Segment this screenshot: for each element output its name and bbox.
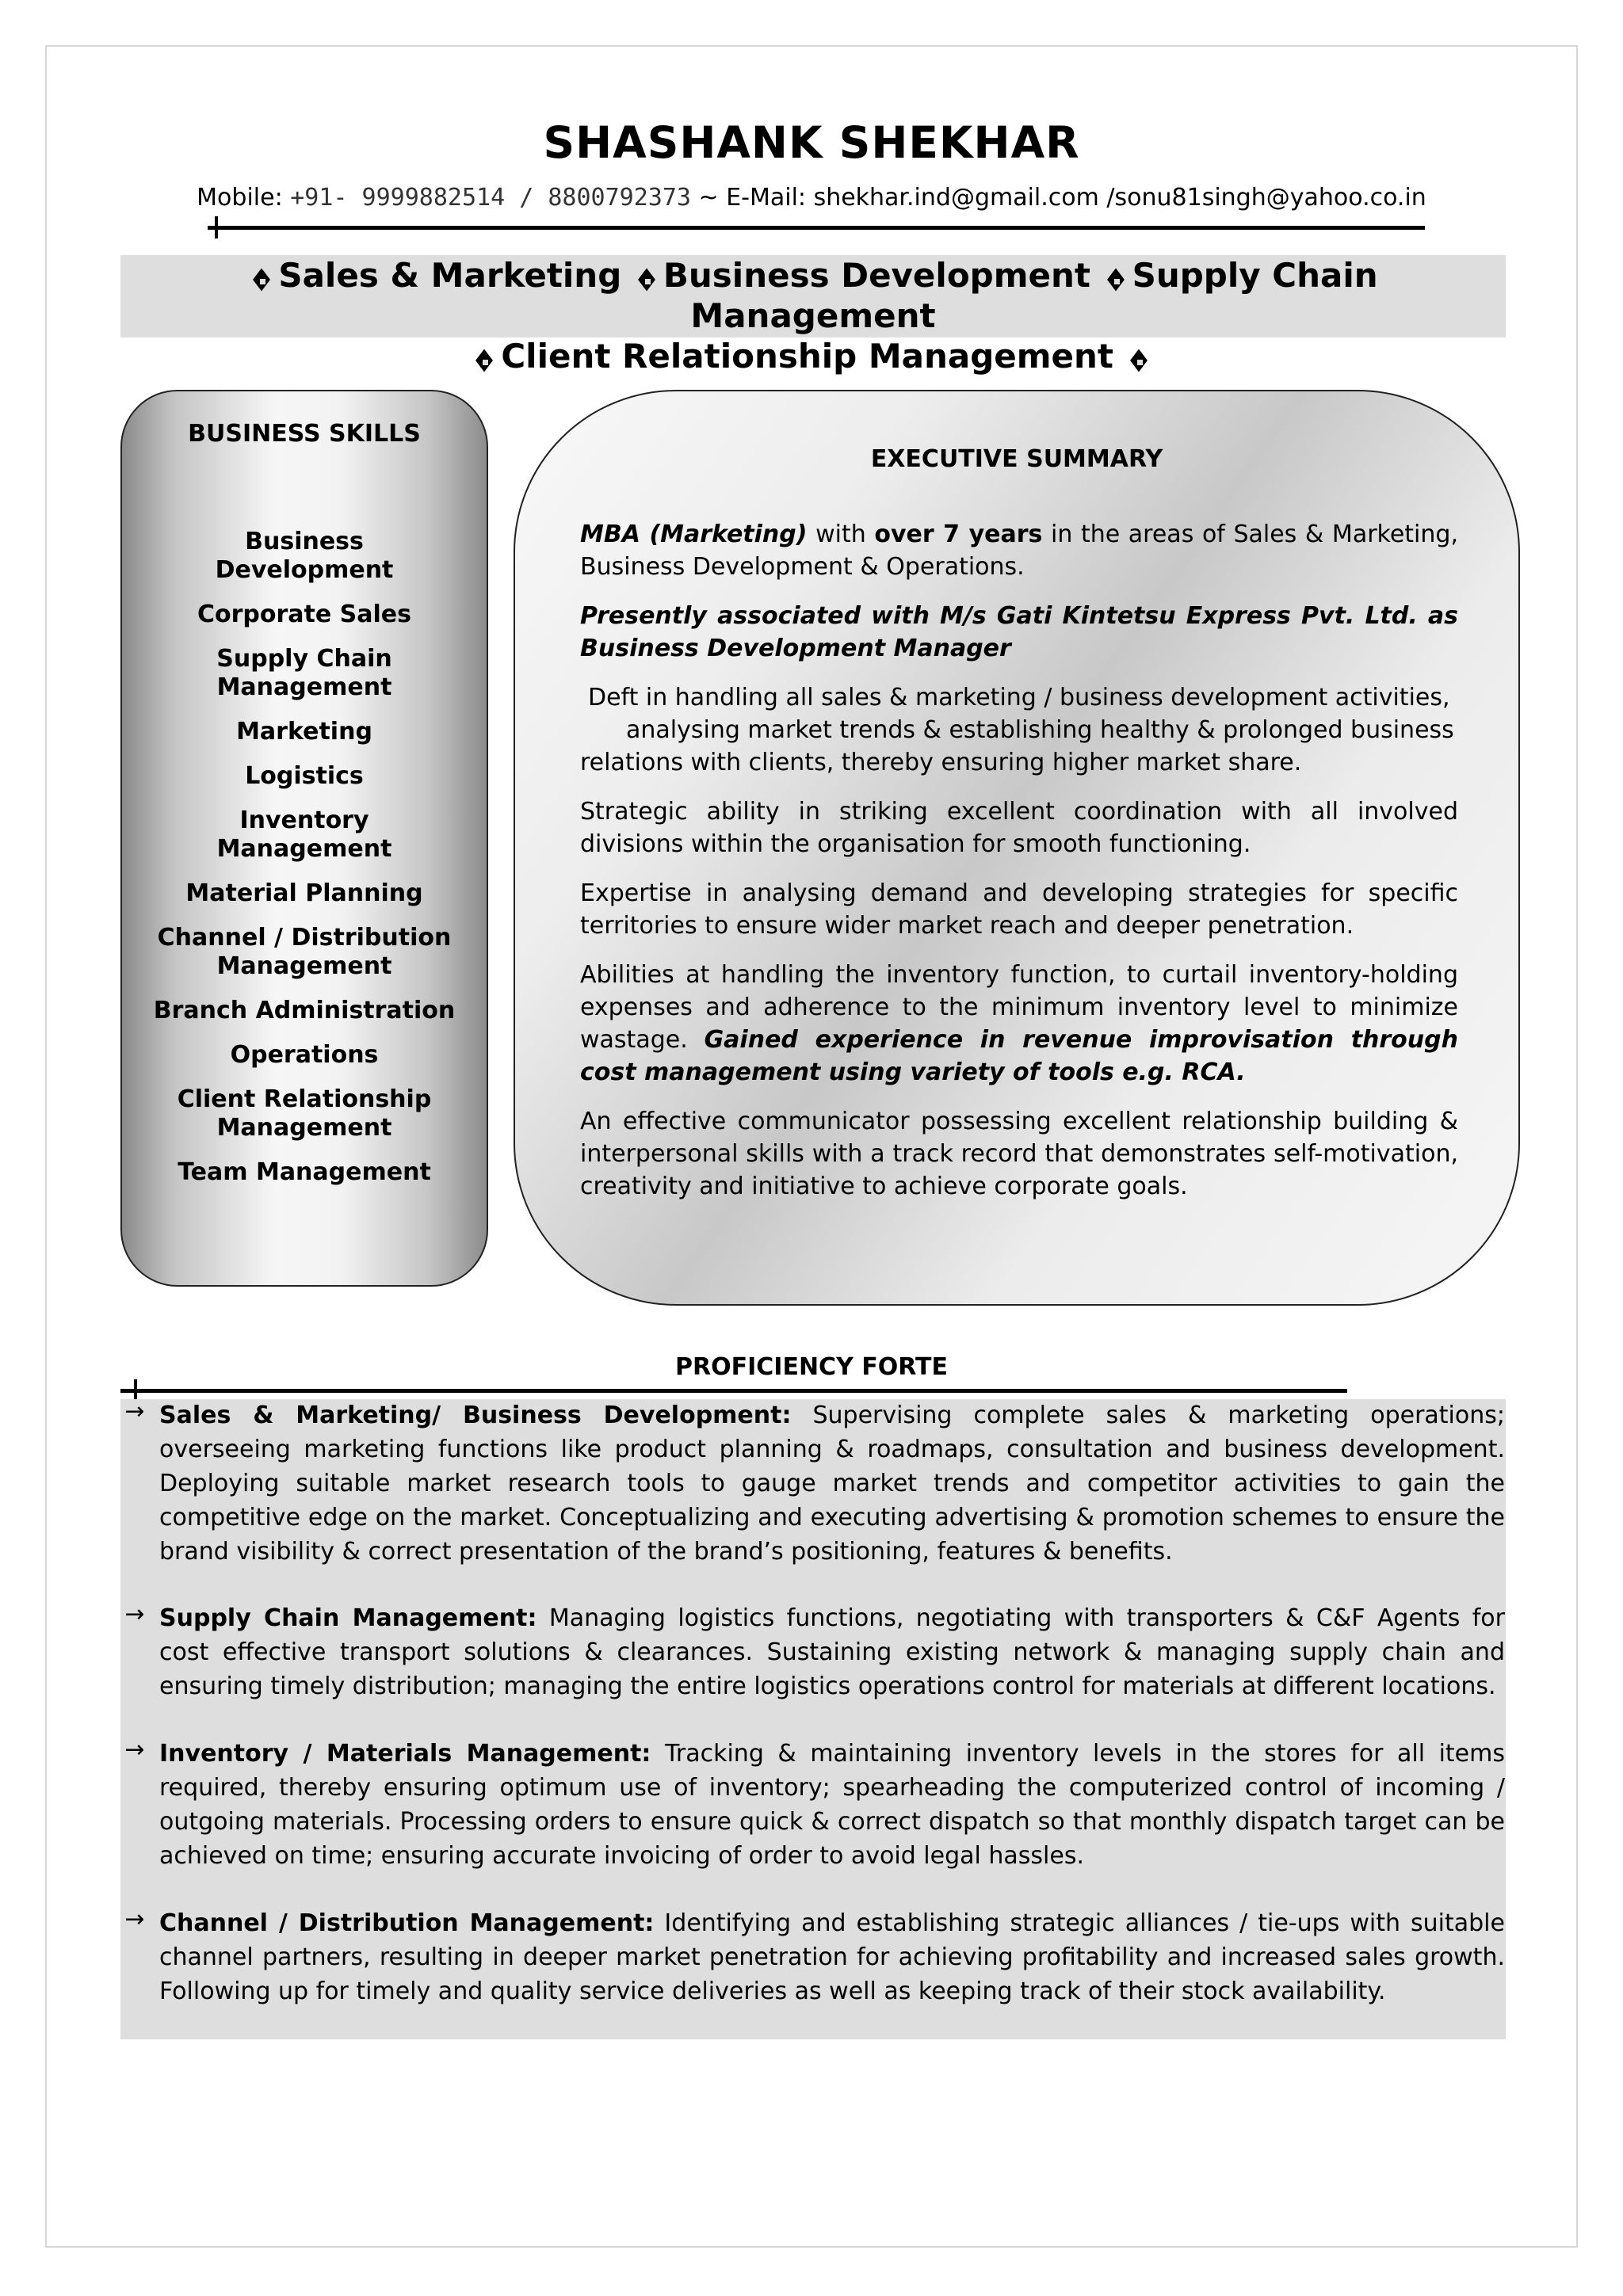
proficiency-text (159, 1398, 1505, 1569)
summary-content (580, 518, 1458, 1219)
summary-paragraph: Strategic ability in striking excellent coordination with all involved divisions within the organisation for smooth functioning. (580, 798, 1458, 858)
banner-item: Sales & Marketing (278, 256, 622, 295)
skill-item: Branch Administration (153, 997, 456, 1024)
proficiency-text (159, 1906, 1505, 2008)
contact-line (0, 184, 1623, 212)
arrow-right-icon: → (124, 1398, 145, 1425)
summary-highlight: Gained experience in revenue improvisation through cost management using variety of tools e.g. RCA. (580, 1026, 1458, 1086)
skill-item: Material Planning (185, 879, 423, 907)
arrow-right-icon: → (124, 1600, 145, 1628)
skill-item: Business Development (215, 528, 394, 584)
banner-item: Client Relationship Management (501, 337, 1113, 376)
summary-paragraph (580, 518, 1458, 583)
executive-summary-panel (514, 390, 1520, 1306)
banner-item: Supply Chain Management (690, 256, 1378, 335)
proficiency-label: Supply Chain Management: (159, 1604, 537, 1632)
skill-item: Corporate Sales (197, 601, 411, 628)
skill-item: Team Management (178, 1158, 431, 1186)
summary-text: with (807, 521, 875, 548)
summary-years: over 7 years (874, 521, 1043, 548)
summary-degree: MBA (Marketing) (580, 521, 808, 548)
skill-item: Client Relationship Management (177, 1085, 432, 1142)
arrow-right-icon: → (124, 1905, 145, 1933)
summary-text: analysing market trends & establishing healthy & prolonged business relations with clients, thereby ensuring higher market share. (580, 716, 1454, 776)
diamond-bullet-icon (1130, 350, 1148, 371)
skills-title: BUSINESS SKILLS (188, 420, 421, 448)
summary-paragraph (580, 681, 1458, 779)
proficiency-description: Managing logistics functions, negotiating with transporters & C&F Agents for cost effective transport solutions & clearances. Sustaining existing network & managing supply chain and ensuring timely distribution; managing the entire logistics operations control for materials at different locations. (159, 1604, 1505, 1700)
summary-paragraph: Expertise in analysing demand and developing strategies for specific territories to ensure wider market reach and deeper penetration. (580, 879, 1458, 940)
header-rule-tick (215, 216, 218, 238)
proficiency-label: Channel / Distribution Management: (159, 1909, 655, 1937)
skill-item: Channel / Distribution Management (157, 924, 452, 980)
summary-current-role (580, 600, 1458, 665)
summary-text: Deft in handling all sales & marketing / business development activities, (588, 684, 1450, 711)
skill-item: Supply Chain Management (216, 645, 392, 701)
candidate-name: SHASHANK SHEKHAR (543, 117, 1080, 168)
mobile-label: Mobile: (197, 184, 291, 212)
proficiency-rule (120, 1389, 1347, 1393)
specialization-banner (120, 255, 1506, 376)
proficiency-description: Identifying and establishing strategic alliances / tie-ups with suitable channel partners, resulting in deeper market penetration for achieving profitability and increased sales growth. Following up for timely and quality service deliveries as well as keeping track of their stock availability. (159, 1909, 1505, 2005)
proficiency-title: PROFICIENCY FORTE (675, 1353, 948, 1381)
diamond-bullet-icon (638, 269, 655, 290)
banner-line-2 (120, 336, 1506, 376)
proficiency-panel (120, 1399, 1506, 2039)
skill-item: Operations (230, 1041, 379, 1069)
summary-paragraph: An effective communicator possessing excellent relationship building & interpersonal skills with a track record that demonstrates self-motivation, creativity and initiative to achieve corporate goals. (580, 1108, 1458, 1200)
skills-list (138, 528, 471, 1203)
summary-text: in the areas of Sales & Marketing, Business Development & Operations. (580, 521, 1458, 581)
mobile-numbers: +91- 9999882514 / 8800792373 (290, 184, 691, 212)
banner-line-1 (120, 255, 1506, 336)
summary-text: Abilities at handling the inventory function, to curtail inventory-holding expenses and adherence to the minimum inventory level to minimize wastage. (580, 961, 1458, 1054)
contact-separator: ~ (690, 184, 727, 212)
skill-item: Logistics (245, 762, 364, 790)
summary-title: EXECUTIVE SUMMARY (870, 445, 1163, 473)
skill-item: Marketing (236, 718, 372, 746)
diamond-bullet-icon (475, 350, 493, 371)
proficiency-description: Supervising complete sales & marketing operations; overseeing marketing functions like product planning & roadmaps, consultation and business development. Deploying suitable market research tools to gauge market trends and competitor activities to gain the competitive edge on the market. Conceptualizing and executing advertising & promotion schemes to ensure the brand visibility & correct presentation of the brand’s positioning, features & benefits. (159, 1402, 1505, 1566)
email-label: E-Mail: (726, 184, 814, 212)
proficiency-label: Sales & Marketing/ Business Development: (159, 1402, 792, 1429)
diamond-bullet-icon (253, 269, 270, 290)
email-addresses[interactable]: shekhar.ind@gmail.com /sonu81singh@yahoo.co.in (813, 184, 1426, 212)
arrow-right-icon: → (124, 1736, 145, 1764)
proficiency-text (159, 1601, 1505, 1703)
current-role-text: Presently associated with M/s Gati Kintetsu Express Pvt. Ltd. as Business Development Manager (580, 602, 1458, 662)
proficiency-label: Inventory / Materials Management: (159, 1740, 651, 1768)
header-rule (208, 226, 1425, 230)
skill-item: Inventory Management (216, 807, 392, 863)
business-skills-panel (120, 390, 488, 1287)
diamond-bullet-icon (1107, 269, 1125, 290)
summary-paragraph (580, 959, 1458, 1089)
proficiency-description: Tracking & maintaining inventory levels in the stores for all items required, thereby ensuring optimum use of inventory; spearheading the computerized control of incoming / outgoing materials. Processing orders to ensure quick & correct dispatch so that monthly dispatch target can be achieved on time; ensuring accurate invoicing of order to avoid legal hassles. (159, 1740, 1505, 1870)
proficiency-text (159, 1737, 1505, 1873)
banner-item: Business Development (663, 256, 1090, 295)
